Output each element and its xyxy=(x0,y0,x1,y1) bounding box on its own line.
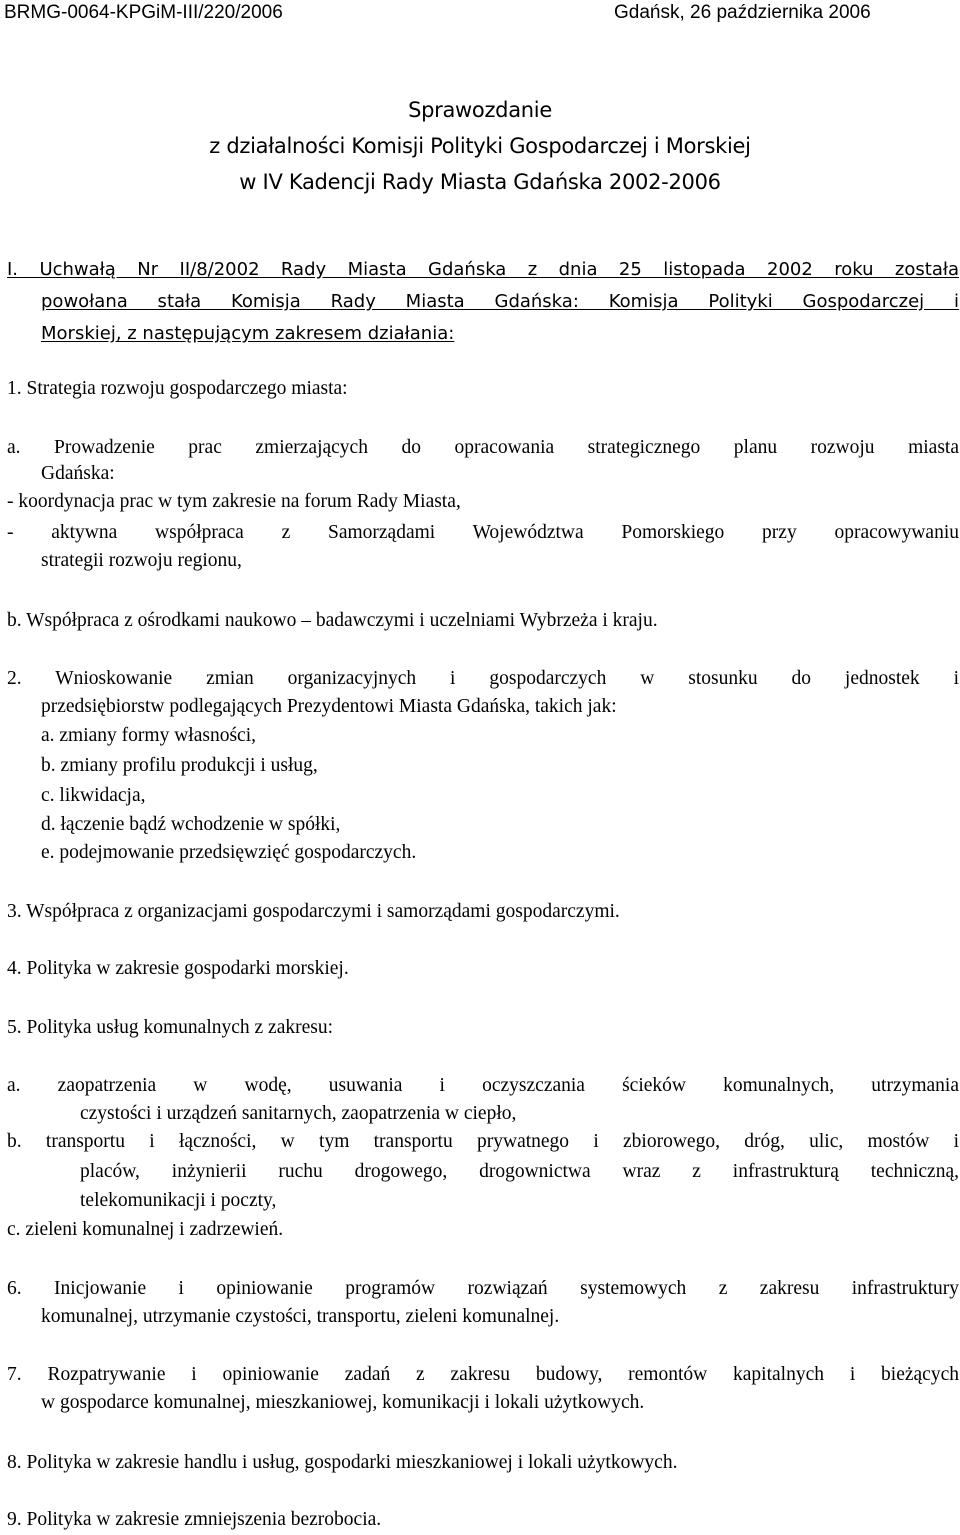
item-5a-cont: czystości i urządzeń sanitarnych, zaopatrzenia w ciepło, xyxy=(80,1103,517,1124)
item-1-dash: - aktywna współpraca z Samorządami Województwa Pomorskiego przy opracowywaniu xyxy=(7,522,959,543)
item-5b-cont: placów, inżynierii ruchu drogowego, drogownictwa wraz z infrastrukturą techniczną, xyxy=(80,1161,959,1182)
item-1-heading: 1. Strategia rozwoju gospodarczego miasta: xyxy=(7,378,348,399)
item-9: 9. Polityka w zakresie zmniejszenia bezrobocia. xyxy=(7,1509,382,1530)
item-7: 7. Rozpatrywanie i opiniowanie zadań z zakresu budowy, remontów kapitalnych i bieżących xyxy=(7,1364,959,1385)
item-5-heading: 5. Polityka usług komunalnych z zakresu: xyxy=(7,1017,334,1038)
document-subtitle: z działalności Komisji Polityki Gospodarczej i Morskiej xyxy=(209,134,751,158)
item-4: 4. Polityka w zakresie gospodarki morskiej. xyxy=(7,958,349,979)
item-5b-cont: telekomunikacji i poczty, xyxy=(80,1190,277,1211)
item-5a: a. zaopatrzenia w wodę, usuwania i oczyszczania ścieków komunalnych, utrzymania xyxy=(7,1075,959,1096)
item-8: 8. Polityka w zakresie handlu i usług, gospodarki mieszkaniowej i lokali użytkowych. xyxy=(7,1452,678,1473)
item-2-cont: przedsiębiorstw podlegających Prezydentowi Miasta Gdańska, takich jak: xyxy=(41,696,617,717)
item-6: 6. Inicjowanie i opiniowanie programów rozwiązań systemowych z zakresu infrastruktury xyxy=(7,1278,959,1299)
place-date: Gdańsk, 26 października 2006 xyxy=(614,2,871,23)
item-2c: c. likwidacja, xyxy=(41,785,146,806)
item-2d: d. łączenie bądź wchodzenie w spółki, xyxy=(41,814,341,835)
item-2e: e. podejmowanie przedsięwzięć gospodarczych. xyxy=(41,842,417,863)
item-5b: b. transportu i łączności, w tym transportu prywatnego i zbiorowego, dróg, ulic, mostów i xyxy=(7,1131,959,1152)
item-5c: c. zieleni komunalnej i zadrzewień. xyxy=(7,1219,284,1240)
section-i-line: I. Uchwałą Nr II/8/2002 Rady Miasta Gdańska z dnia 25 listopada 2002 roku została xyxy=(7,259,959,280)
item-7-cont: w gospodarce komunalnej, mieszkaniowej, komunikacji i lokali użytkowych. xyxy=(41,1392,645,1413)
item-1-dash: - koordynacja prac w tym zakresie na forum Rady Miasta, xyxy=(7,491,461,512)
item-2b: b. zmiany profilu produkcji i usług, xyxy=(41,755,318,776)
item-1-dash-cont: strategii rozwoju regionu, xyxy=(41,550,242,571)
item-2a: a. zmiany formy własności, xyxy=(41,725,256,746)
item-3: 3. Współpraca z organizacjami gospodarczymi i samorządami gospodarczymi. xyxy=(7,901,620,922)
section-i-line: powołana stała Komisja Rady Miasta Gdańska: Komisja Polityki Gospodarczej i xyxy=(41,291,959,312)
document-title: Sprawozdanie xyxy=(408,98,552,122)
item-1a-cont: Gdańska: xyxy=(41,463,115,484)
item-1a: a. Prowadzenie prac zmierzających do opracowania strategicznego planu rozwoju miasta xyxy=(7,437,959,458)
item-2: 2. Wnioskowanie zmian organizacyjnych i gospodarczych w stosunku do jednostek i xyxy=(7,668,959,689)
document-subtitle-period: w IV Kadencji Rady Miasta Gdańska 2002-2006 xyxy=(239,170,721,194)
item-6-cont: komunalnej, utrzymanie czystości, transportu, zieleni komunalnej. xyxy=(41,1306,560,1327)
item-1b: b. Współpraca z ośrodkami naukowo – badawczymi i uczelniami Wybrzeża i kraju. xyxy=(7,610,658,631)
document-reference: BRMG-0064-KPGiM-III/220/2006 xyxy=(4,2,283,23)
section-i-line: Morskiej, z następującym zakresem działania: xyxy=(41,323,455,344)
